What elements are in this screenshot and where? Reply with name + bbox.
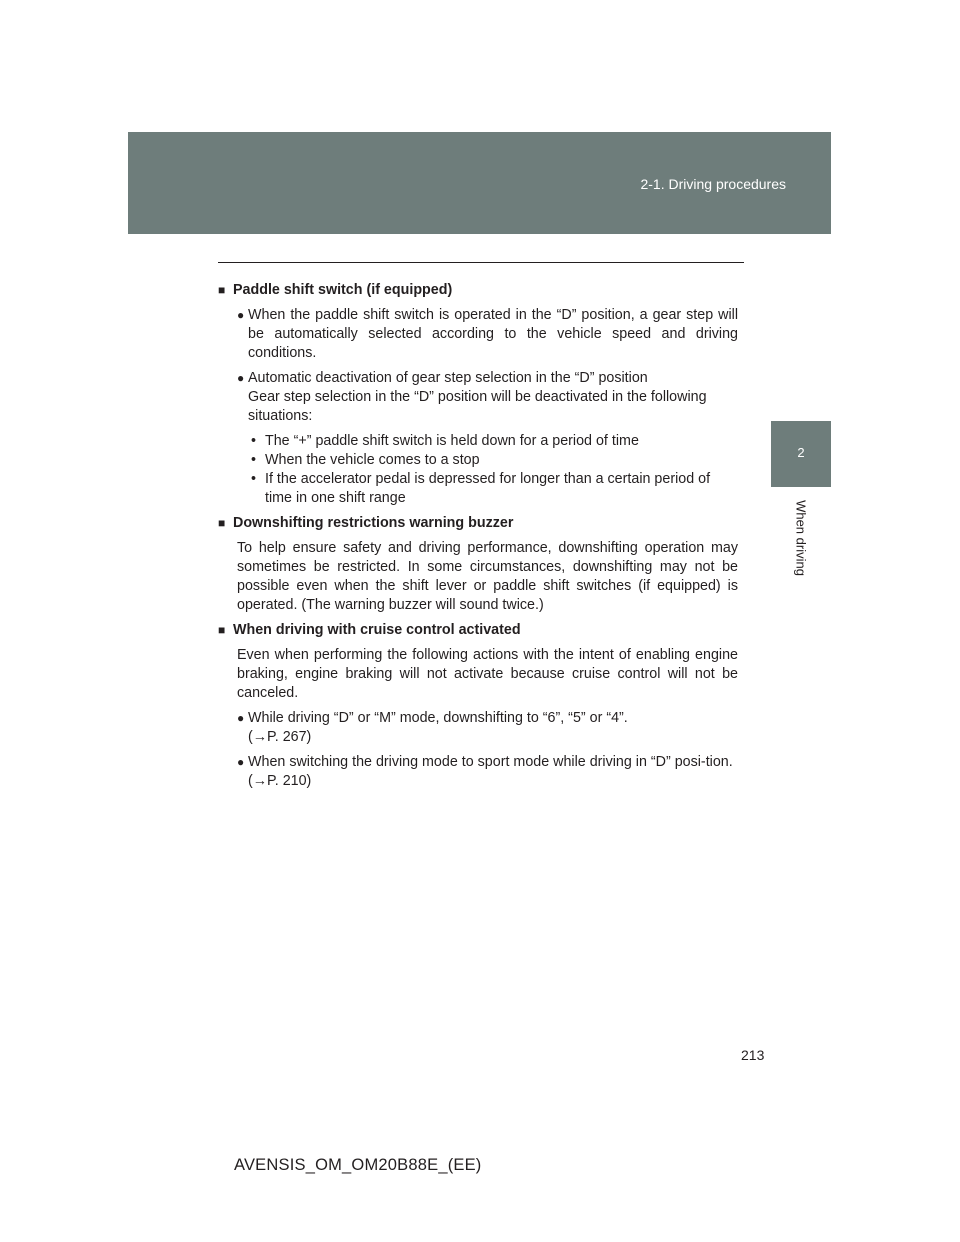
- sub-list-item: [251, 432, 738, 451]
- section-title: 2-1. Driving procedures: [640, 176, 786, 192]
- page-reference: (→P. 210): [248, 773, 312, 789]
- bullet-text: When the paddle shift switch is operated in the “D” position, a gear step will be automatically selected according to the vehicle speed and driving conditions.: [248, 307, 738, 361]
- square-bullet-icon: ■: [218, 516, 226, 530]
- chapter-number: 2: [797, 445, 805, 460]
- bullet-text: [248, 709, 738, 747]
- list-item: [237, 753, 738, 791]
- heading-text: Paddle shift switch (if equipped): [233, 282, 453, 298]
- paragraph: Even when performing the following actions with the intent of enabling engine braking, engine braking will not activate because cruise control will not be canceled.: [237, 647, 738, 701]
- bullet-line: Automatic deactivation of gear step selection in the “D” position: [248, 370, 648, 386]
- bullet-text: [248, 753, 738, 791]
- sub-list-item: [251, 451, 738, 470]
- circle-bullet-icon: ●: [237, 755, 245, 769]
- circle-bullet-icon: ●: [237, 711, 245, 725]
- bullet-line: When switching the driving mode to sport mode while driving in “D” posi-tion.: [248, 754, 733, 770]
- square-bullet-icon: ■: [218, 283, 226, 297]
- section-heading: [218, 514, 738, 533]
- section-heading: [218, 281, 738, 300]
- dot-icon: •: [251, 433, 257, 449]
- content: [218, 281, 738, 797]
- sub-item-text: When the vehicle comes to a stop: [265, 452, 480, 468]
- dot-icon: •: [251, 471, 257, 487]
- circle-bullet-icon: ●: [237, 308, 245, 322]
- heading-text: When driving with cruise control activated: [233, 622, 521, 638]
- list-item: [237, 709, 738, 747]
- bullet-line: While driving “D” or “M” mode, downshifting to “6”, “5” or “4”.: [248, 710, 628, 726]
- document-code: AVENSIS_OM_OM20B88E_(EE): [234, 1156, 482, 1174]
- list-item: [237, 369, 738, 426]
- sub-list-item: [251, 470, 738, 508]
- page-number: 213: [741, 1047, 765, 1063]
- sub-list: [251, 432, 738, 508]
- header-band: [128, 132, 831, 234]
- page-reference: (→P. 267): [248, 729, 312, 745]
- top-rule: [218, 262, 744, 263]
- bullet-line: Gear step selection in the “D” position will be deactivated in the following situations:: [248, 389, 707, 424]
- list-item: [237, 306, 738, 363]
- sub-item-text: The “+” paddle shift switch is held down for a period of time: [265, 433, 639, 449]
- chapter-label: When driving: [793, 500, 809, 576]
- circle-bullet-icon: ●: [237, 371, 245, 385]
- square-bullet-icon: ■: [218, 623, 226, 637]
- paragraph: To help ensure safety and driving performance, downshifting operation may sometimes be restricted. In some circumstances, downshifting may not be possible even when the shift lever or paddle shift switches (if equipped) is operated. (The warning buzzer will sound twice.): [237, 540, 738, 613]
- sub-item-text: If the accelerator pedal is depressed for longer than a certain period of time in one shift range: [265, 471, 711, 506]
- section-heading: [218, 621, 738, 640]
- chapter-tab: [771, 421, 831, 487]
- heading-text: Downshifting restrictions warning buzzer: [233, 515, 514, 531]
- bullet-text: [248, 369, 738, 426]
- dot-icon: •: [251, 452, 257, 468]
